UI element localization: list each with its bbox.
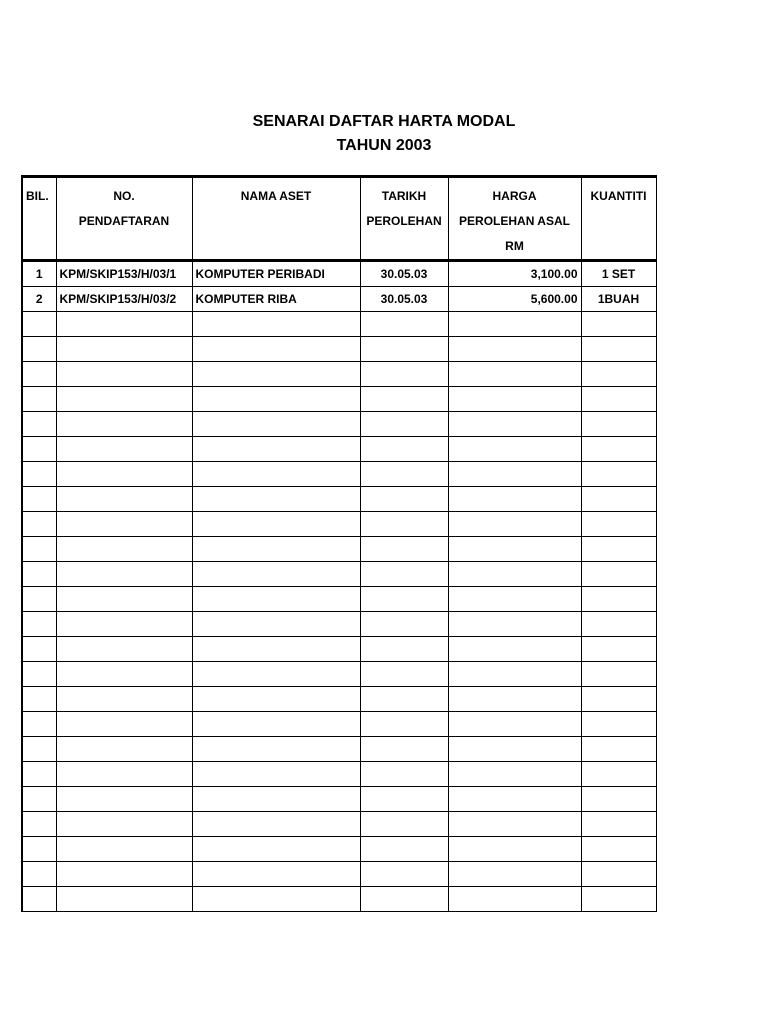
empty-cell — [581, 312, 656, 337]
empty-cell — [360, 562, 448, 587]
cell-nama-aset: KOMPUTER PERIBADI — [192, 261, 360, 287]
empty-cell — [360, 587, 448, 612]
empty-cell — [22, 787, 56, 812]
empty-cell — [448, 862, 581, 887]
empty-cell — [22, 537, 56, 562]
header-no-pendaftaran: NO. PENDAFTARAN — [56, 177, 192, 261]
empty-cell — [22, 837, 56, 862]
empty-cell — [448, 387, 581, 412]
empty-cell — [448, 412, 581, 437]
header-nama-aset: NAMA ASET — [192, 177, 360, 261]
empty-cell — [22, 762, 56, 787]
cell-no-pendaftaran: KPM/SKIP153/H/03/2 — [56, 287, 192, 312]
empty-table-row — [22, 837, 656, 862]
empty-cell — [22, 687, 56, 712]
empty-cell — [22, 312, 56, 337]
cell-kuantiti: 1BUAH — [581, 287, 656, 312]
empty-cell — [581, 562, 656, 587]
empty-cell — [56, 587, 192, 612]
empty-cell — [22, 412, 56, 437]
cell-nama-aset: KOMPUTER RIBA — [192, 287, 360, 312]
empty-table-row — [22, 712, 656, 737]
empty-cell — [56, 337, 192, 362]
empty-cell — [360, 637, 448, 662]
empty-cell — [448, 637, 581, 662]
empty-cell — [360, 812, 448, 837]
empty-cell — [56, 387, 192, 412]
empty-cell — [56, 562, 192, 587]
empty-cell — [581, 862, 656, 887]
empty-cell — [192, 312, 360, 337]
empty-cell — [192, 712, 360, 737]
empty-cell — [360, 362, 448, 387]
empty-table-row — [22, 462, 656, 487]
empty-cell — [360, 787, 448, 812]
empty-cell — [448, 762, 581, 787]
empty-cell — [581, 637, 656, 662]
empty-cell — [581, 387, 656, 412]
empty-cell — [581, 362, 656, 387]
empty-cell — [581, 787, 656, 812]
empty-cell — [581, 537, 656, 562]
empty-cell — [22, 662, 56, 687]
empty-cell — [22, 612, 56, 637]
empty-cell — [192, 512, 360, 537]
cell-tarikh: 30.05.03 — [360, 287, 448, 312]
empty-cell — [192, 562, 360, 587]
empty-cell — [581, 837, 656, 862]
empty-cell — [448, 512, 581, 537]
empty-cell — [192, 812, 360, 837]
empty-table-row — [22, 337, 656, 362]
empty-table-row — [22, 887, 656, 912]
empty-cell — [56, 862, 192, 887]
empty-cell — [360, 762, 448, 787]
table-row — [22, 261, 656, 287]
table-body — [22, 261, 656, 912]
empty-cell — [192, 337, 360, 362]
empty-cell — [56, 312, 192, 337]
empty-table-row — [22, 512, 656, 537]
empty-cell — [581, 712, 656, 737]
empty-cell — [360, 312, 448, 337]
header-tarikh-perolehan: TARIKH PEROLEHAN — [360, 177, 448, 261]
empty-cell — [56, 837, 192, 862]
empty-cell — [448, 312, 581, 337]
empty-table-row — [22, 687, 656, 712]
empty-cell — [192, 387, 360, 412]
empty-cell — [581, 737, 656, 762]
empty-cell — [22, 812, 56, 837]
empty-cell — [581, 687, 656, 712]
empty-cell — [56, 887, 192, 912]
asset-register-table — [21, 175, 657, 912]
empty-cell — [22, 337, 56, 362]
cell-tarikh: 30.05.03 — [360, 261, 448, 287]
empty-cell — [360, 387, 448, 412]
empty-cell — [581, 662, 656, 687]
empty-table-row — [22, 487, 656, 512]
empty-cell — [448, 437, 581, 462]
empty-cell — [192, 662, 360, 687]
empty-table-row — [22, 387, 656, 412]
empty-table-row — [22, 737, 656, 762]
table-row — [22, 287, 656, 312]
header-harga-perolehan: HARGA PEROLEHAN ASAL RM — [448, 177, 581, 261]
empty-cell — [56, 512, 192, 537]
empty-cell — [192, 862, 360, 887]
empty-cell — [192, 837, 360, 862]
empty-cell — [192, 637, 360, 662]
empty-cell — [581, 612, 656, 637]
empty-cell — [360, 687, 448, 712]
empty-cell — [22, 437, 56, 462]
empty-cell — [192, 537, 360, 562]
header-bil: BIL. — [22, 177, 56, 261]
empty-cell — [581, 887, 656, 912]
empty-cell — [22, 712, 56, 737]
empty-cell — [56, 737, 192, 762]
empty-cell — [56, 812, 192, 837]
empty-cell — [56, 662, 192, 687]
empty-cell — [360, 887, 448, 912]
empty-cell — [581, 337, 656, 362]
empty-cell — [360, 437, 448, 462]
empty-cell — [360, 737, 448, 762]
empty-cell — [448, 487, 581, 512]
empty-cell — [56, 612, 192, 637]
empty-cell — [22, 387, 56, 412]
empty-cell — [360, 412, 448, 437]
empty-cell — [360, 862, 448, 887]
empty-table-row — [22, 537, 656, 562]
empty-cell — [192, 887, 360, 912]
empty-cell — [360, 337, 448, 362]
empty-cell — [56, 712, 192, 737]
empty-table-row — [22, 812, 656, 837]
empty-table-row — [22, 312, 656, 337]
cell-bil: 2 — [22, 287, 56, 312]
empty-cell — [448, 737, 581, 762]
document-title: SENARAI DAFTAR HARTA MODAL — [252, 113, 516, 130]
empty-cell — [56, 787, 192, 812]
empty-table-row — [22, 662, 656, 687]
empty-cell — [22, 587, 56, 612]
cell-bil: 1 — [22, 261, 56, 287]
empty-cell — [448, 462, 581, 487]
empty-table-row — [22, 562, 656, 587]
empty-cell — [56, 537, 192, 562]
empty-cell — [360, 512, 448, 537]
empty-cell — [22, 512, 56, 537]
empty-cell — [192, 737, 360, 762]
empty-cell — [192, 412, 360, 437]
empty-cell — [448, 687, 581, 712]
empty-cell — [192, 587, 360, 612]
empty-cell — [360, 612, 448, 637]
empty-cell — [22, 462, 56, 487]
empty-cell — [22, 637, 56, 662]
empty-table-row — [22, 362, 656, 387]
empty-cell — [581, 437, 656, 462]
empty-table-row — [22, 437, 656, 462]
empty-cell — [448, 787, 581, 812]
empty-cell — [56, 687, 192, 712]
empty-cell — [192, 462, 360, 487]
empty-cell — [192, 762, 360, 787]
empty-cell — [192, 687, 360, 712]
empty-cell — [56, 412, 192, 437]
empty-table-row — [22, 762, 656, 787]
empty-table-row — [22, 787, 656, 812]
empty-cell — [448, 612, 581, 637]
table-header-row — [22, 177, 656, 261]
empty-cell — [360, 462, 448, 487]
empty-cell — [22, 887, 56, 912]
empty-cell — [581, 762, 656, 787]
empty-table-row — [22, 637, 656, 662]
header-kuantiti: KUANTITI — [581, 177, 656, 261]
empty-cell — [448, 587, 581, 612]
empty-cell — [581, 462, 656, 487]
empty-cell — [448, 337, 581, 362]
empty-cell — [360, 662, 448, 687]
empty-cell — [192, 362, 360, 387]
empty-cell — [448, 812, 581, 837]
empty-cell — [448, 662, 581, 687]
empty-cell — [56, 637, 192, 662]
empty-cell — [360, 537, 448, 562]
empty-cell — [22, 562, 56, 587]
empty-cell — [581, 512, 656, 537]
empty-cell — [22, 862, 56, 887]
empty-cell — [56, 762, 192, 787]
empty-cell — [581, 487, 656, 512]
cell-no-pendaftaran: KPM/SKIP153/H/03/1 — [56, 261, 192, 287]
empty-cell — [56, 462, 192, 487]
empty-cell — [192, 612, 360, 637]
empty-cell — [581, 587, 656, 612]
empty-cell — [581, 412, 656, 437]
empty-cell — [360, 837, 448, 862]
empty-cell — [448, 562, 581, 587]
empty-table-row — [22, 862, 656, 887]
empty-cell — [56, 362, 192, 387]
empty-cell — [360, 712, 448, 737]
empty-cell — [192, 787, 360, 812]
empty-cell — [22, 737, 56, 762]
empty-cell — [192, 437, 360, 462]
empty-table-row — [22, 587, 656, 612]
empty-cell — [56, 437, 192, 462]
empty-cell — [56, 487, 192, 512]
empty-cell — [22, 487, 56, 512]
empty-cell — [360, 487, 448, 512]
empty-cell — [448, 362, 581, 387]
empty-cell — [581, 812, 656, 837]
cell-harga: 3,100.00 — [448, 261, 581, 287]
cell-kuantiti: 1 SET — [581, 261, 656, 287]
document-subtitle: TAHUN 2003 — [336, 137, 432, 154]
empty-cell — [448, 887, 581, 912]
empty-table-row — [22, 612, 656, 637]
empty-cell — [192, 487, 360, 512]
cell-harga: 5,600.00 — [448, 287, 581, 312]
empty-cell — [448, 712, 581, 737]
empty-cell — [448, 537, 581, 562]
empty-table-row — [22, 412, 656, 437]
empty-cell — [22, 362, 56, 387]
empty-cell — [448, 837, 581, 862]
